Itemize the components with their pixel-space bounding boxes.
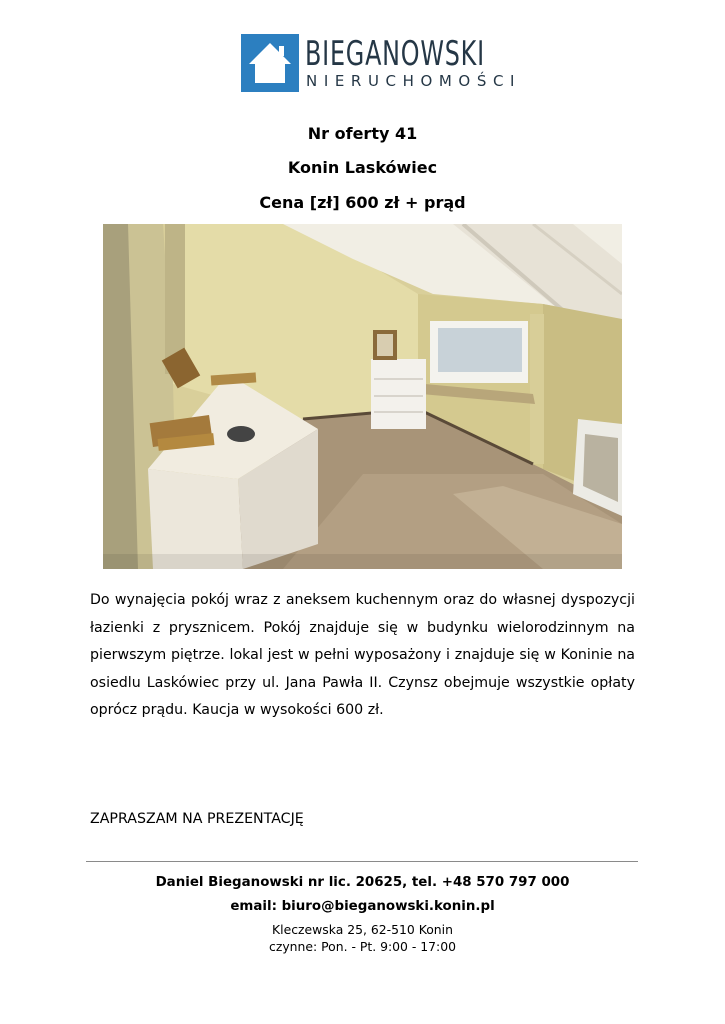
office-address: Kleczewska 25, 62-510 Konin (272, 922, 453, 937)
footer-divider (86, 861, 638, 862)
offer-location: Konin Laskówiec (287, 158, 438, 177)
invitation-text: ZAPRASZAM NA PREZENTACJĘ (90, 811, 304, 827)
contact-email: email: biuro@bieganowski.konin.pl (230, 899, 495, 914)
company-logo (241, 34, 522, 92)
room-interior-photo (103, 224, 622, 569)
logo-name: BIEGANOWSKI (305, 34, 485, 74)
offer-price: Cena [zł] 600 zł + prąd (259, 193, 466, 212)
office-hours: czynne: Pon. - Pt. 9:00 - 17:00 (269, 939, 456, 954)
logo-tagline: NIERUCHOMOŚCI (306, 72, 522, 90)
house-icon (241, 34, 299, 92)
offer-description: Do wynajęcia pokój wraz z aneksem kuchennym oraz do własnej dyspozycji łazienki z prysznicem. Pokój znajduje się w budynku wielorodzinnym na pierwszym piętrze. lokal jest w pełni wyposażony i znajduje się w Koninie na osiedlu Laskówiec przy ul. Jana Pawła II. Czynsz obejmuje wszystkie opłaty oprócz prądu. Kaucja w wysokości 600 zł. (90, 592, 635, 718)
agent-contact: Daniel Bieganowski nr lic. 20625, tel. +48 570 797 000 (155, 875, 570, 890)
offer-number: Nr oferty 41 (307, 124, 418, 143)
